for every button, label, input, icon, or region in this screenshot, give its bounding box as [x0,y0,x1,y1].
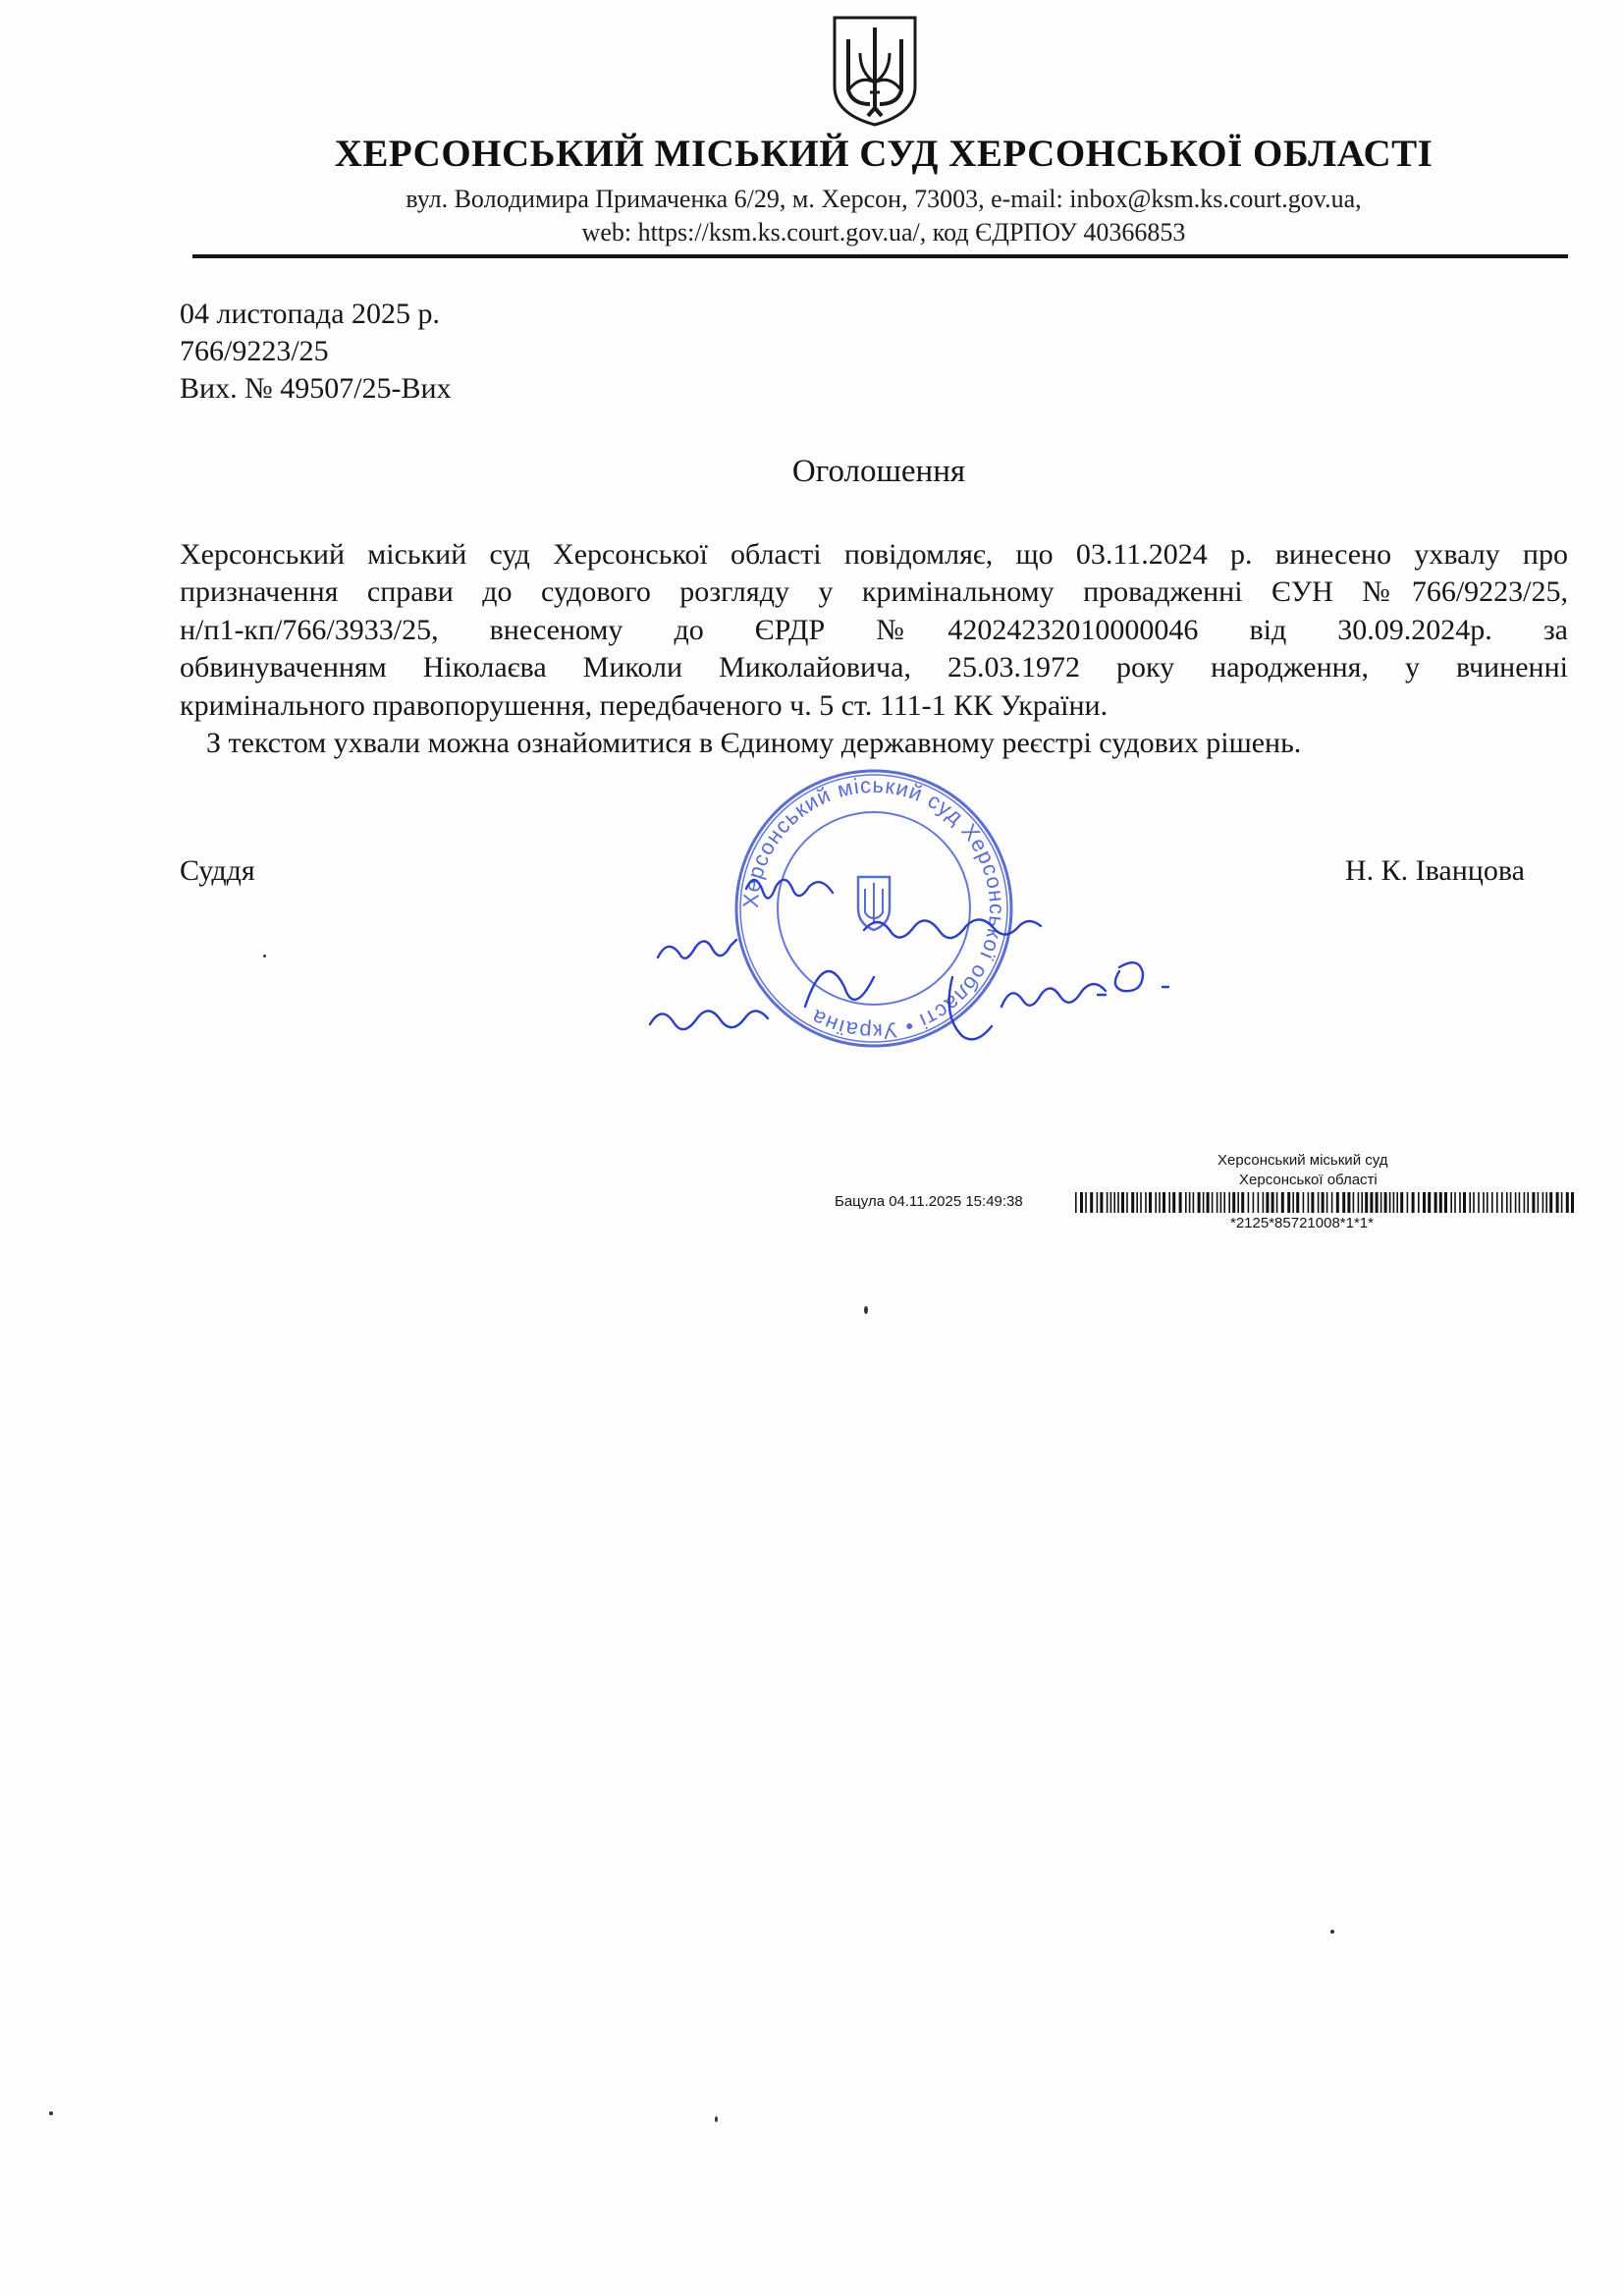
barcode-bar [1198,1192,1201,1213]
barcode-bar [1380,1192,1382,1213]
barcode-bar [1496,1192,1498,1213]
esign-signer-timestamp: Бацула 04.11.2025 15:49:38 [835,1193,1023,1210]
barcode-bar [1318,1192,1320,1213]
barcode-bar [1308,1192,1310,1213]
barcode [1075,1192,1576,1213]
barcode-bar [1241,1192,1244,1213]
barcode-bar [1439,1192,1442,1213]
barcode-bar [1519,1192,1521,1213]
paragraph-line: н/п1-кп/766/3933/25, внесеному до ЄРДР №42024232010000046 від 30.09.2024р. за [180,613,1568,646]
barcode-bar [1145,1192,1147,1213]
barcode-bar [1469,1192,1471,1213]
barcode-bar [1126,1192,1128,1213]
barcode-bar [1172,1192,1175,1213]
barcode-bar [1263,1192,1265,1213]
barcode-bar [1131,1192,1134,1213]
barcode-bar [1207,1192,1210,1213]
barcode-bar [1501,1192,1503,1213]
barcode-bar [1296,1192,1299,1213]
document-title: Оголошення [791,454,966,489]
barcode-bar [1097,1192,1099,1213]
barcode-bar [1185,1192,1187,1213]
barcode-bar [1571,1192,1574,1213]
handwritten-certification [628,859,1198,1085]
barcode-bar [1510,1192,1512,1213]
court-address: вул. Володимира Примаченка 6/29, м. Херсон, 73003, e-mail: inbox@ksm.ks.court.gov.ua, [406,185,1362,213]
court-web-and-code: web: https://ksm.ks.court.gov.ua/, код ЄДРПОУ 40366853 [581,218,1186,246]
barcode-code: *2125*85721008*1*1* [1230,1215,1374,1231]
barcode-bar [1527,1192,1529,1213]
barcode-bar [1090,1192,1093,1213]
barcode-bar [1336,1192,1339,1213]
barcode-bar [1220,1192,1222,1213]
barcode-bar [1258,1192,1260,1213]
barcode-bar [1159,1192,1161,1213]
barcode-bar [1487,1192,1488,1213]
header-divider [192,254,1568,258]
barcode-bar [1407,1192,1409,1213]
barcode-bar [1389,1192,1391,1213]
paragraph-line: кримінального правопорушення, передбаченого ч. 5 ст. 111-1 КК України. [180,688,1109,722]
barcode-bar [1223,1192,1225,1213]
barcode-bar [1189,1192,1191,1213]
barcode-bar [1248,1192,1250,1213]
barcode-bar [1075,1192,1077,1213]
barcode-bar [1117,1192,1119,1213]
announcement-paragraph [180,536,1568,725]
barcode-bar [1136,1192,1138,1213]
barcode-bar [1412,1192,1415,1213]
barcode-bar [1400,1192,1403,1213]
barcode-bar [1393,1192,1395,1213]
barcode-bar [1326,1192,1328,1213]
barcode-bar [1524,1192,1526,1213]
barcode-bar [1179,1192,1182,1213]
barcode-bar [1193,1192,1195,1213]
barcode-bar [1444,1192,1447,1213]
barcode-bar [1361,1192,1363,1213]
barcode-bar [1384,1192,1387,1213]
barcode-bar [1228,1192,1230,1213]
barcode-bar [1203,1192,1205,1213]
barcode-bar [1506,1192,1508,1213]
barcode-bar [1163,1192,1165,1213]
case-number: 766/9223/25 [180,335,329,367]
barcode-bar [1454,1192,1456,1213]
barcode-bar [1556,1192,1559,1213]
scan-speck [864,1306,868,1314]
barcode-bar [1450,1192,1452,1213]
barcode-bar [1473,1192,1475,1213]
barcode-bar [1217,1192,1218,1213]
barcode-bar [1292,1192,1294,1213]
scan-speck [715,2116,718,2122]
scan-speck [1330,1930,1334,1934]
paragraph-line: призначення справи до судового розгляду у кримінальному провадженні ЄУН №766/9223/25, [180,575,1568,609]
barcode-bar [1358,1192,1360,1213]
barcode-bar [1113,1192,1115,1213]
barcode-bar [1085,1192,1087,1213]
barcode-bar [1155,1192,1157,1213]
barcode-bar [1532,1192,1535,1213]
barcode-bar [1376,1192,1379,1213]
barcode-bar [1237,1192,1239,1213]
stamp-text: Херсонський міський суд Херсонської області • Україна [737,772,1010,1045]
barcode-bar [1538,1192,1540,1213]
barcode-bar [1121,1192,1124,1213]
barcode-bar [1232,1192,1235,1213]
barcode-bar [1459,1192,1461,1213]
barcode-bar [1491,1192,1493,1213]
esign-court-line: Херсонський міський суд [1217,1152,1388,1169]
barcode-bar [1311,1192,1314,1213]
barcode-bar [1140,1192,1142,1213]
barcode-bar [1463,1192,1466,1213]
barcode-bar [1149,1192,1152,1213]
judge-label: Суддя [180,854,255,887]
coat-of-arms-icon [831,14,919,128]
barcode-bar [1303,1192,1305,1213]
barcode-bar [1080,1192,1083,1213]
barcode-bar [1353,1192,1355,1213]
barcode-bar [1545,1192,1547,1213]
scan-speck [49,2111,53,2115]
scan-speck [263,955,266,957]
judge-name: Н. К. Іванцова [1345,854,1525,887]
barcode-bar [1100,1192,1103,1213]
barcode-bar [1515,1192,1517,1213]
barcode-bar [1107,1192,1109,1213]
barcode-bar [1566,1192,1569,1213]
barcode-bar [1347,1192,1350,1213]
barcode-bar [1370,1192,1373,1213]
outgoing-number: Вих. № 49507/25-Вих [180,372,452,405]
barcode-bar [1266,1192,1269,1213]
barcode-bar [1331,1192,1333,1213]
barcode-bar [1168,1192,1170,1213]
paragraph-line: обвинуваченням Ніколаєва Миколи Миколайовича, 25.03.1972 року народження, у вчиненні [180,651,1568,684]
barcode-bar [1396,1192,1398,1213]
barcode-bar [1434,1192,1437,1213]
barcode-bar [1212,1192,1214,1213]
paragraph-line: Херсонський міський суд Херсонської області повідомляє, що 03.11.2024 р. винесено ухвалу про [180,538,1568,571]
barcode-bar [1342,1192,1345,1213]
barcode-bar [1253,1192,1255,1213]
barcode-bar [1423,1192,1426,1213]
barcode-bar [1276,1192,1278,1213]
barcode-bar [1110,1192,1112,1213]
barcode-bar [1271,1192,1274,1213]
barcode-bar [1542,1192,1544,1213]
barcode-bar [1478,1192,1480,1213]
barcode-bar [1322,1192,1325,1213]
barcode-bar [1365,1192,1368,1213]
barcode-bar [1549,1192,1552,1213]
esign-region-line: Херсонської області [1239,1172,1378,1188]
barcode-bar [1483,1192,1485,1213]
registry-notice: З текстом ухвали можна ознайомитися в Єдиному державному реєстрі судових рішень. [206,727,1302,759]
document-date: 04 листопада 2025 р. [180,298,441,330]
barcode-bar [1428,1192,1431,1213]
barcode-bar [1561,1192,1563,1213]
court-name: ХЕРСОНСЬКИЙ МІСЬКИЙ СУД ХЕРСОНСЬКОЇ ОБЛАСТІ [334,133,1434,175]
barcode-bar [1287,1192,1290,1213]
barcode-bar [1418,1192,1420,1213]
barcode-bar [1281,1192,1284,1213]
